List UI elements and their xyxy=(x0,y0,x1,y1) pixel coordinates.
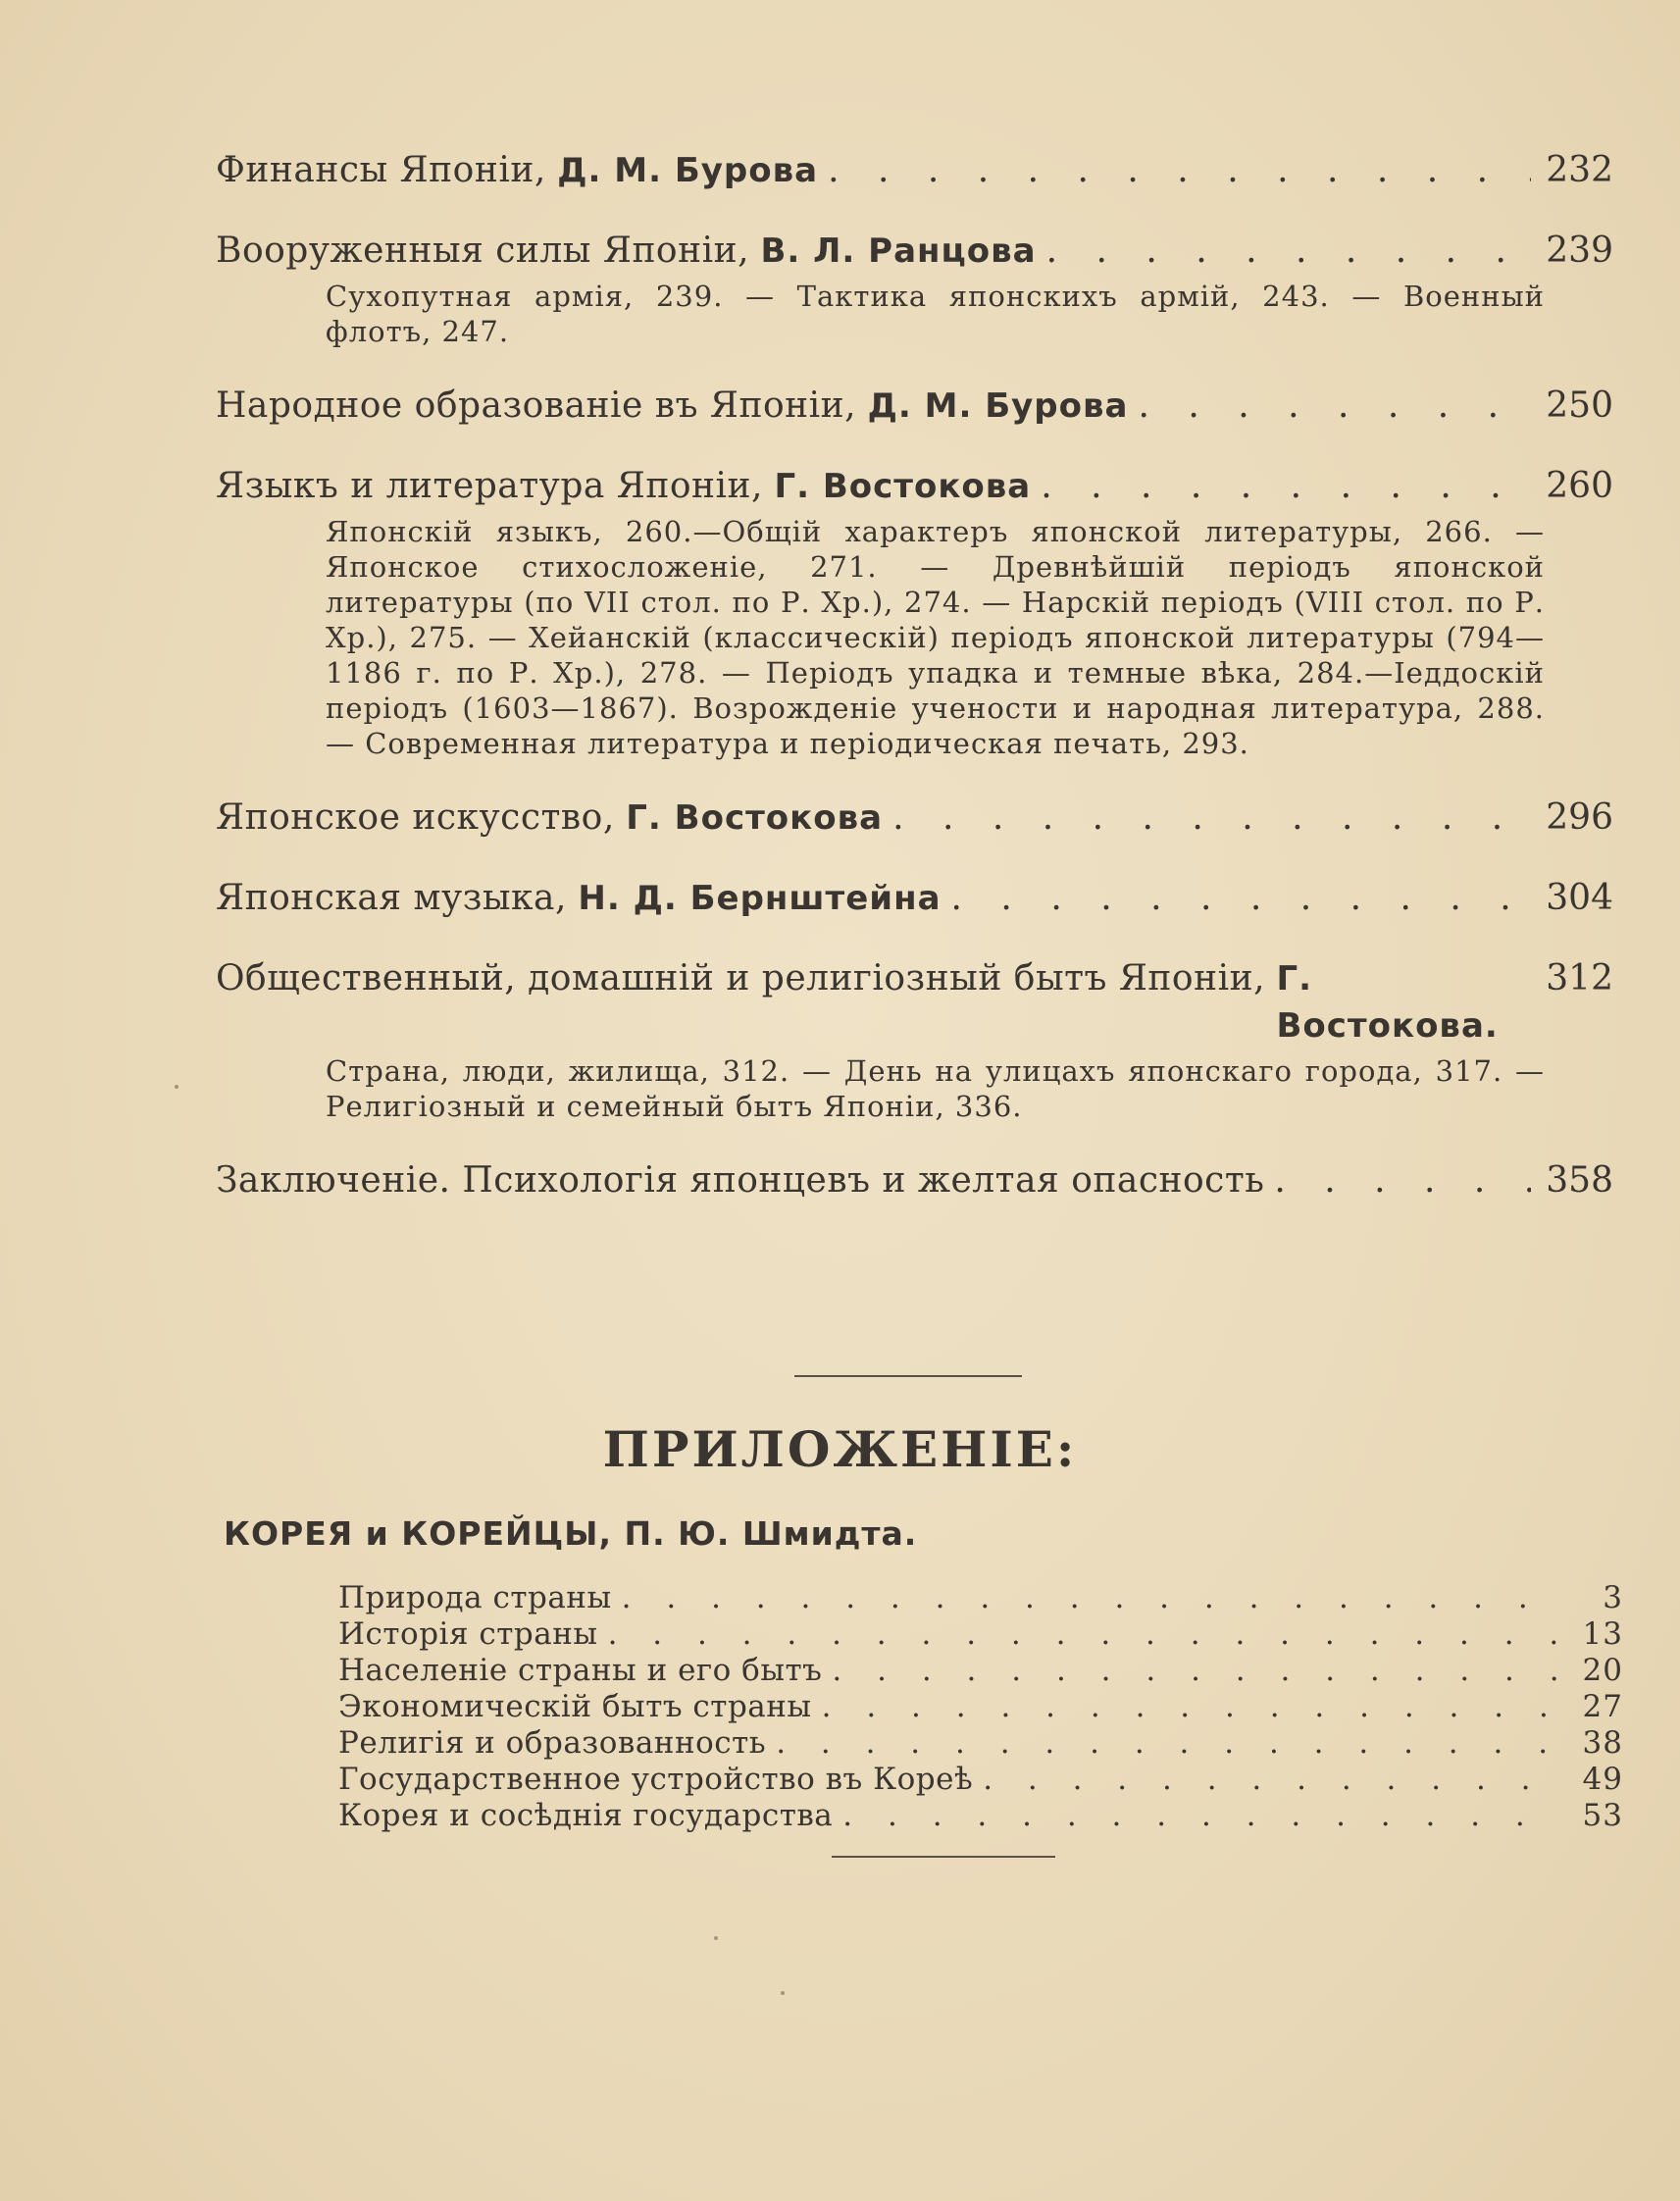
appendix-item-title: Природа страны xyxy=(338,1580,612,1615)
entry-page: 296 xyxy=(1546,797,1613,838)
dot-leader xyxy=(776,1725,1558,1762)
dot-leader xyxy=(892,794,1531,842)
entry-page: 304 xyxy=(1546,878,1613,918)
entry-title: Языкъ и литература Японіи, xyxy=(216,466,763,506)
entry-description: Сухопутная армія, 239. — Тактика японскихъ армій, 243. — Военный флотъ, 247. xyxy=(326,280,1545,348)
appendix-item xyxy=(338,1725,1623,1762)
appendix-item-page: 49 xyxy=(1582,1762,1623,1797)
appendix-item-page: 27 xyxy=(1582,1689,1623,1724)
appendix-item-page: 13 xyxy=(1582,1616,1623,1652)
toc-entry xyxy=(216,147,1613,194)
dot-leader xyxy=(1274,1157,1531,1204)
appendix-heading: ПРИЛОЖЕНІЕ: xyxy=(602,1420,1078,1478)
divider xyxy=(794,1375,1022,1377)
dot-leader xyxy=(1138,383,1531,430)
dot-leader xyxy=(983,1762,1558,1798)
dot-leader xyxy=(842,1798,1558,1834)
entry-title: Общественный, домашній и религіозный бытъ Японіи, xyxy=(216,958,1266,998)
appendix-item-page: 3 xyxy=(1603,1580,1623,1615)
appendix-subtitle: КОРЕЯ и КОРЕЙЦЫ, П. Ю. Шмидта. xyxy=(224,1514,918,1553)
paper-speck xyxy=(175,1085,178,1089)
dot-leader xyxy=(608,1616,1558,1653)
entry-description: Страна, люди, жилища, 312. — День на улицахъ японскаго города, 317. — Религіозный и семейный бытъ Японіи, 336. xyxy=(326,1054,1545,1123)
entry-page: 239 xyxy=(1546,230,1613,271)
toc-entry xyxy=(216,228,1613,349)
appendix-item-page: 38 xyxy=(1582,1725,1623,1761)
appendix-item xyxy=(338,1616,1623,1653)
appendix-item xyxy=(338,1798,1623,1834)
appendix-item-title: Населеніе страны и его бытъ xyxy=(338,1653,823,1688)
entry-description: Японскій языкъ, 260.—Общій характеръ японской литературы, 266. — Японское стихосложеніе, 271. — Древнѣйшій періодъ японской литературы (по VII стол. по Р. Хр.), 274. — Нарскій періодъ (VIII стол. по Р. Хр.), 275. — Хейанскій (классическій) періодъ японской литературы (794—1186 г. по Р. Хр.), 278. — Періодъ упадка и темные вѣка, 284.—Іеддоскій періодъ (1603—1867). Возрожденіе учености и народная литература, 288. — Современная литература и періодическая печать, 293. xyxy=(326,515,1545,760)
appendix-item-title: Религія и образованность xyxy=(338,1725,767,1761)
entry-author: Д. М. Бурова xyxy=(867,386,1129,426)
appendix-item-title: Корея и сосѣднія государства xyxy=(338,1798,834,1833)
table-of-contents xyxy=(216,147,1613,1238)
dot-leader xyxy=(822,1689,1558,1725)
dot-leader xyxy=(1041,463,1531,510)
entry-author: Н. Д. Бернштейна xyxy=(578,879,942,918)
entry-title: Народное образованіе въ Японіи, xyxy=(216,385,857,426)
dot-leader xyxy=(828,147,1531,194)
entry-author: Д. М. Бурова xyxy=(557,151,819,190)
divider xyxy=(832,1856,1055,1858)
appendix-item-title: Исторія страны xyxy=(338,1616,598,1652)
entry-title: Японское искусство, xyxy=(216,797,615,838)
appendix-item-page: 53 xyxy=(1582,1798,1623,1833)
entry-title: Японская музыка, xyxy=(216,878,567,918)
appendix-item xyxy=(338,1653,1623,1689)
appendix-list xyxy=(338,1580,1623,1834)
dot-leader xyxy=(622,1580,1558,1616)
dot-leader xyxy=(951,875,1531,922)
toc-entry xyxy=(216,794,1613,842)
appendix-item-title: Экономическій бытъ страны xyxy=(338,1689,812,1724)
appendix-item-page: 20 xyxy=(1582,1653,1623,1688)
toc-entry xyxy=(216,463,1613,761)
entry-title: Заключеніе. Психологія японцевъ и желтая опасность xyxy=(216,1160,1265,1201)
entry-title: Вооруженныя силы Японіи, xyxy=(216,230,750,271)
entry-page: 232 xyxy=(1546,150,1613,190)
appendix-item xyxy=(338,1762,1623,1798)
dot-leader xyxy=(1046,228,1531,275)
entry-page: 260 xyxy=(1546,466,1613,506)
paper-speck xyxy=(714,1936,718,1940)
entry-page: 250 xyxy=(1546,385,1613,426)
appendix-item xyxy=(338,1689,1623,1725)
entry-page: 312 xyxy=(1546,958,1613,998)
dot-leader xyxy=(832,1653,1558,1689)
paper-speck xyxy=(781,1991,785,1995)
entry-author: Г. Востокова xyxy=(774,467,1032,506)
toc-entry xyxy=(216,955,1613,1124)
appendix-item xyxy=(338,1580,1623,1616)
entry-author: Г. Востокова. xyxy=(1276,959,1499,1046)
toc-entry xyxy=(216,875,1613,922)
toc-entry xyxy=(216,383,1613,430)
entry-author: Г. Востокова xyxy=(626,798,884,838)
appendix-item-title: Государственное устройство въ Кореѣ xyxy=(338,1762,974,1797)
entry-page: 358 xyxy=(1546,1160,1613,1201)
entry-author: В. Л. Ранцова xyxy=(760,231,1037,271)
toc-entry xyxy=(216,1157,1613,1204)
entry-title: Финансы Японіи, xyxy=(216,150,546,190)
